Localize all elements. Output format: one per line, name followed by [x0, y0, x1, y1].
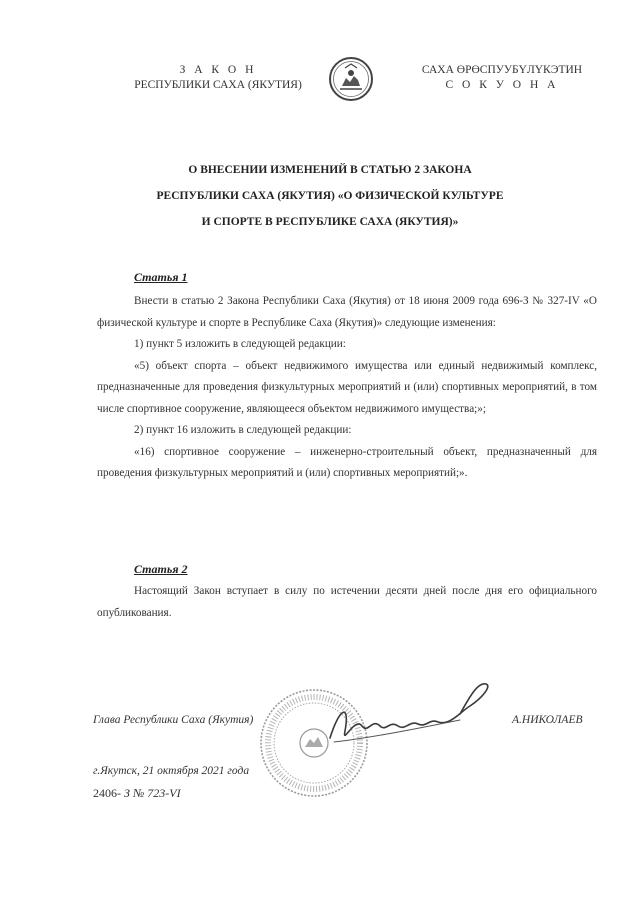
article2-heading: Статья 2	[134, 562, 188, 576]
article1-heading: Статья 1	[134, 270, 188, 284]
law-number-suffix: З № 723-VI	[124, 786, 181, 800]
coat-of-arms-icon	[328, 56, 374, 102]
signatory-name: А.НИКОЛАЕВ	[512, 714, 583, 726]
place-and-date: г.Якутск, 21 октября 2021 года	[93, 765, 250, 777]
title-line1: О ВНЕСЕНИИ ИЗМЕНЕНИЙ В СТАТЬЮ 2 ЗАКОНА	[188, 164, 472, 176]
article1-paragraph3: «5) объект спорта – объект недвижимого имущества или единый недвижимый комплекс, предназначенные для проведения физкультурных мероприятий и (или) спортивных мероприятий, в том числе спортивное сооружение, являющееся объектом недвижимого имущества;»;	[97, 359, 597, 415]
article1-paragraph1: Внести в статью 2 Закона Республики Саха (Якутия) от 18 июня 2009 года 696-З № 327-IV «О физической культуре и спорте в Республике Саха (Якутия)» следующие изменения:	[97, 295, 597, 329]
article2-paragraph1: Настоящий Закон вступает в силу по истечении десяти дней после дня его официального опубликования.	[97, 585, 597, 619]
article1-paragraph2: 1) пункт 5 изложить в следующей редакции:	[134, 338, 346, 350]
article1-body	[97, 291, 597, 485]
header-right	[402, 63, 602, 93]
title-line3: И СПОРТЕ В РЕСПУБЛИКЕ САХА (ЯКУТИЯ)»	[201, 216, 459, 228]
header-left-line2: РЕСПУБЛИКИ САХА (ЯКУТИЯ)	[134, 79, 302, 91]
document-title	[150, 157, 510, 235]
article1-paragraph4: 2) пункт 16 изложить в следующей редакции:	[134, 424, 352, 436]
header-right-line2: С О К У О Н А	[445, 79, 559, 91]
law-number-prefix: 2406-	[93, 786, 121, 800]
header-left	[118, 63, 318, 93]
signatory-title: Глава Республики Саха (Якутия)	[93, 714, 254, 726]
header-left-line1: З А К О Н	[179, 64, 257, 76]
title-line2: РЕСПУБЛИКИ САХА (ЯКУТИЯ) «О ФИЗИЧЕСКОЙ КУЛЬТУРЕ	[156, 190, 504, 202]
article2-body	[97, 581, 597, 624]
handwritten-signature-icon	[310, 676, 500, 756]
article1-paragraph5: «16) спортивное сооружение – инженерно-строительный объект, предназначенный для проведения физкультурных мероприятий и (или) спортивных мероприятий;».	[97, 445, 597, 479]
header-right-line1: САХА ӨРӨСПУУБҮЛҮКЭТИН	[421, 64, 583, 76]
law-number	[93, 786, 181, 801]
